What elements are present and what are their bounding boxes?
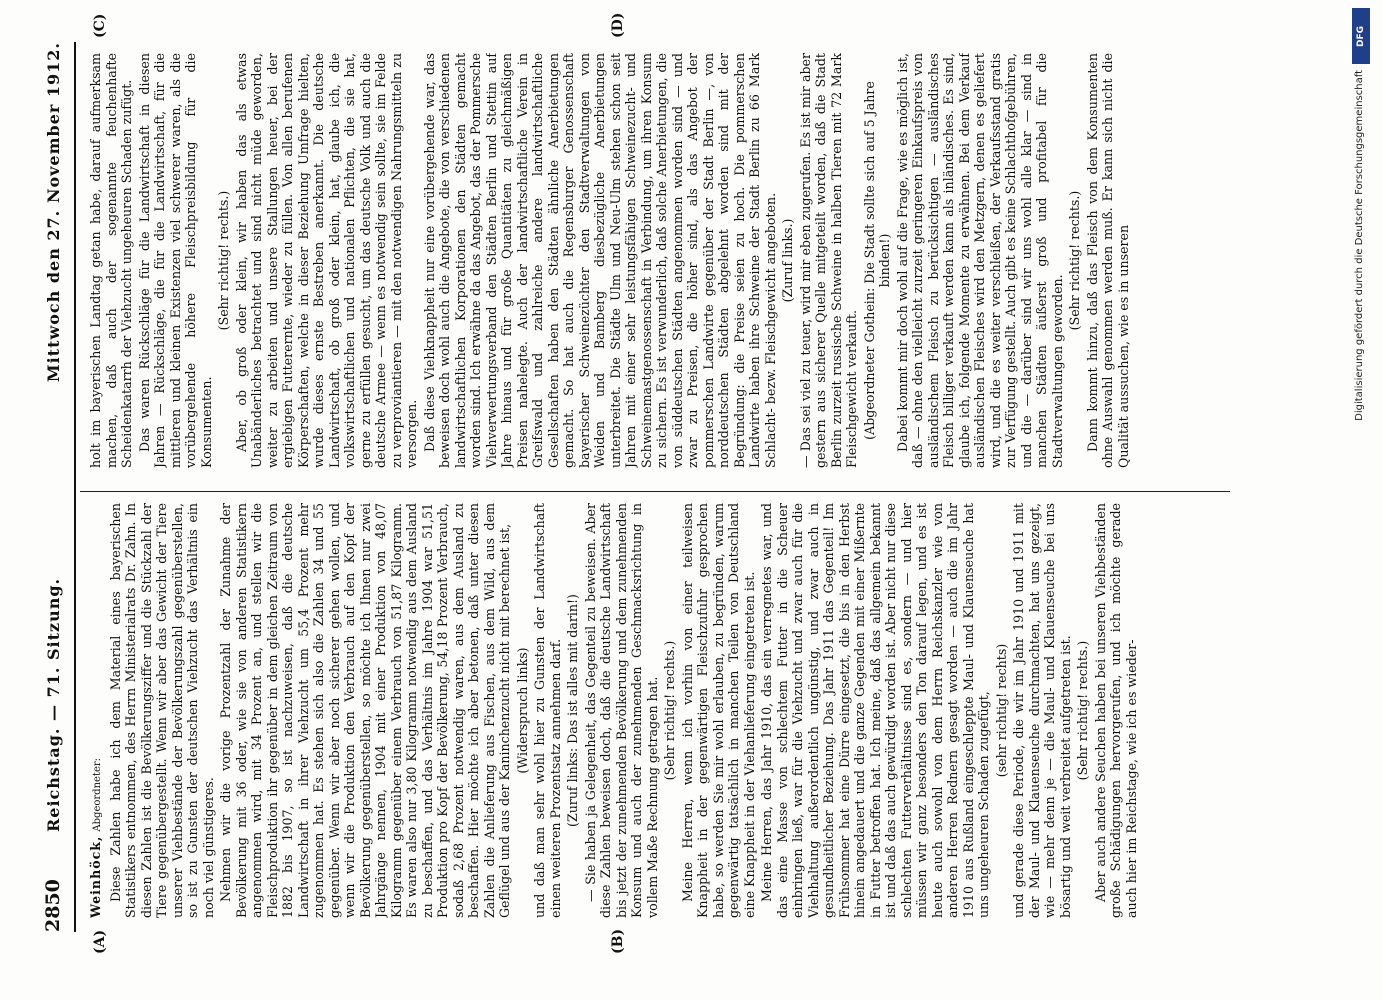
paragraph: Meine Herren, wenn ich vorhin von einer teilweisen Knappheit in der gegenwärtigen Fleischzufuhr gesprochen habe, so werden Sie mir wohl erlauben, zu begründen, warum gegenwärtig tatsächlich in manchen Teilen von Deutschland eine Knappheit in der Viehanlieferung eingetreten ist. xyxy=(679,503,757,918)
margin-marker-a: (A) xyxy=(92,929,108,954)
interjection: (Sehr richtig! rechts.) xyxy=(1075,640,1090,781)
interjection: (Widerspruch links) xyxy=(514,647,530,774)
speaker-line xyxy=(88,503,106,918)
paragraph: und gerade diese Periode, die wir im Jahr 1910 und 1911 mit der Maul- und Klauenseuche durchmachten, hat uns gezeigt, wie — mehr denn je — die Maul- und Klauenseuche bei uns bösartig und weit verbreitet aufgetreten ist. xyxy=(1011,503,1073,918)
interjection: (Sehr richtig! rechts.) xyxy=(662,640,677,781)
header-left-title: Reichstag. — 71. Sitzung. xyxy=(44,577,63,832)
digitization-credit xyxy=(1352,8,1370,988)
dfg-logo: DFG xyxy=(1352,8,1370,64)
paragraph: Das waren Rückschläge für die Landwirtschaft in diesen Jahren — Rückschläge, die für die Landwirtschaft, für die mittleren und kleinen Existenzen viel schwerer waren, als die vorübergehende höhere Fleischpreisbildung für die Konsumenten. xyxy=(136,53,214,468)
column-divider xyxy=(80,491,1230,492)
speaker-name: Weinhöck, xyxy=(88,835,103,918)
paragraph: Aber auch andere Seuchen haben bei unseren Viehbeständen große Schädigungen hervorgerufen, und ich möchte gerade auch hier im Reichstage, wie ich es wieder- xyxy=(1092,503,1139,918)
interjection: (Sehr richtig! rechts.) xyxy=(1067,190,1082,331)
paragraph: — Sie haben ja Gelegenheit, das Gegenteil zu beweisen. Aber diese Zahlen beweisen doch, daß die deutsche Landwirtschaft bis jetzt der zunehmenden Bevölkerung und dem zunehmenden Konsum und auch der zunehmenden Geschmacksrichtung in vollem Maße Rechnung getragen hat. xyxy=(582,503,660,918)
paragraph: Daß diese Viehknappheit nur eine vorübergehende war, das beweisen doch wohl auch die Angebote, die von verschiedenen landwirtschaftlichen Korporationen den Städten gemacht worden sind. Ich erwähne da das Angebot, das der Pommersche Viehverwertungsverband den Städten Berlin und Stettin auf Jahre hinaus und für große Quantitäten zu gleichmäßigen Preisen nahelegte. Auch der landwirtschaftliche Verein in Greifswald und zahlreiche andere landwirtschaftliche Gesellschaften haben den Städten ähnliche Anerbietungen gemacht. So hat auch die Regensburger Genossenschaft bayerischer Schweinezüchter den Stadtverwaltungen von Weiden und Bamberg diesbezügliche Anerbietungen unterbreitet. Die Städte Ulm und Neu-Ulm stehen schon seit Jahren mit einer sehr leistungsfähigen Schweinezucht- und Schweinemastgenossenschaft in Verbindung, um ihren Konsum zu sichern. Es ist verwunderlich, daß solche Anerbietungen, die von süddeutschen Städten angenommen worden sind — und zwar zu Preisen, die höher sind, als das Angebot der pommerschen Landwirte gegenüber der Stadt Berlin —, von norddeutschen Städten abgelehnt worden sind mit der Begründung: die Preise seien zu hoch. Die pommerschen Landwirte haben ihre Schweine der Stadt Berlin zu 66 Mark Schlacht- bezw. Fleischgewicht angeboten. xyxy=(421,53,778,468)
paragraph: Meine Herren, das Jahr 1910, das ein verregnetes war, und das eine Masse von schlechtem Futter in die Scheuer einbringen ließ, war für die Viehzucht und zwar auch für die Viehhaltung außerordentlich ungünstig, und zwar auch in gesundheitlicher Beziehung. Das Jahr 1911 das Gegenteil! Im Frühsommer hat eine Dürre eingesetzt, die bis in den Herbst hinein angedauert und die ganze Gegenden mit einer Mißernte in Futter betroffen hat. Ich meine, daß das allgemein bekannt ist und daß das auch gewürdigt worden ist. Aber nicht nur diese schlechten Futterverhältnisse sind es, sondern — und hier müssen wir ganz besonders den Ton darauf legen, und es ist heute auch sowohl von dem Herrn Reichskanzler wie von anderen Herren Rednern gesagt worden — auch die im Jahr 1910 aus Rußland eingeschleppte Maul- und Klauenseuche hat uns ungeheuren Schaden zugefügt, xyxy=(759,503,991,918)
paragraph: und daß man sehr wohl hier zu Gunsten der Landwirtschaft einen weiteren Prozentsatz annehmen darf. xyxy=(532,503,563,918)
interjection: (Sehr richtig! rechts.) xyxy=(216,190,231,331)
left-column xyxy=(88,503,1248,918)
speaker-role: Abgeordneter: xyxy=(92,757,103,832)
paragraph: Diese Zahlen habe ich dem Material eines bayerischen Statistikers entnommen, des Herrn Ministerialrats Dr. Zahn. In diesen Zahlen ist die Bevölkerungsziffer und die Stückzahl der Tiere gegenübergestellt. Wenn wir aber das Gewicht der Tiere unserer Viehbestände der Bevölkerungszahl gegenüberstellen, so ist zu Gunsten der deutschen Viehzucht das Verhältnis ein noch viel günstigeres. xyxy=(107,503,216,918)
page-number: 2850 xyxy=(42,879,64,932)
header-right-title: Mittwoch den 27. November 1912. xyxy=(44,42,63,383)
interjection: (Zuruf links.) xyxy=(780,218,795,303)
paragraph: — Das sei viel zu teuer, wird mir eben zugerufen. Es ist mir aber gestern aus sicherer Quelle mitgeteilt worden, daß die Stadt Berlin zurzeit russische Schweine in halben Tieren mit 72 Mark Fleischgewicht verkauft. xyxy=(797,53,859,468)
margin-marker-b: (B) xyxy=(610,928,626,954)
paragraph: Dann kommt hinzu, daß das Fleisch von dem Konsumenten ohne Auswahl genommen werden muß. Er kann sich nicht die Qualität aussuchen, wie es in unseren xyxy=(1084,53,1131,468)
interjection: (Zuruf links: Das ist alles mit darin!) xyxy=(565,594,580,827)
margin-marker-c: (C) xyxy=(92,13,108,38)
margin-marker-d: (D) xyxy=(610,12,626,38)
paragraph: holt im bayerischen Landtag getan habe, darauf aufmerksam machen, daß auch der sogenannte feuchenhafte Scheidenkatarrh der Viehzucht ungeheuren Schaden zufügt. xyxy=(88,53,134,468)
paragraph: Aber, ob groß oder klein, wir haben das als etwas Unabänderliches betrachtet und sind nicht müde geworden, weiter zu arbeiten und unsere Stallungen heuer, bei der ergiebigen Futterernte, wieder zu füllen. Von allen berufenen Körperschaften, welche in dieser Beziehung Umfrage hielten, wurde dieses ernste Bestreben anerkannt. Die deutsche Landwirtschaft, ob groß oder klein, hat, glaube ich, die volkswirtschaftlichen und nationalen Pflichten, die sie hat, gerne zu erfüllen gesucht, um das deutsche Volk und auch die deutsche Armee — wenn es notwendig sein sollte, sie im Felde zu verproviantieren — mit den notwendigen Nahrungsmitteln zu versorgen. xyxy=(233,53,419,468)
page-header xyxy=(40,42,76,932)
interjection: (sehr richtig! rechts) xyxy=(993,643,1009,778)
paragraph: Dabei kommt mir doch wohl auf die Frage, wie es möglich ist, daß — ohne den vielleicht zurzeit geringeren Einkaufspreis von ausländischem Fleisch zu berücksichtigen — ausländisches Fleisch billiger verkauft werden kann als inländisches. Es sind, glaube ich, folgende Momente zu erwähnen. Bei dem Verkauf ausländischen Fleisches wird den Metzgern, denen es geliefert wird, und die es weiter verschleißen, der Verkaufsstand gratis zur Verfügung gestellt. Auch gibt es keine Schlachthofgebühren, und die — darüber sind wir uns wohl alle klar — sind in manchen Städten äußerst groß und profitabel für die Stadtverwaltungen geworden. xyxy=(894,53,1065,468)
credit-text: Digitalisierung gefördert durch die Deutsche Forschungsgemeinschaft xyxy=(1354,70,1365,421)
right-column xyxy=(88,53,1248,468)
interjection: (Abgeordneter Gothein: Die Stadt sollte sich auf 5 Jahre binden!) xyxy=(861,81,892,440)
paragraph: Nehmen wir die vorige Prozentzahl der Zunahme der Bevölkerung mit 36 oder, wie sie von anderen Statistikern angenommen wird, mit 34 Prozent an, und stellen wir die Fleischproduktion ihr gegenüber in dem gleichen Zeitraum von 1882 bis 1907, so ist nachzuweisen, daß die deutsche Landwirtschaft in ihrer Viehzucht um 55,4 Prozent mehr zugenommen hat. Es stehen sich also die Zahlen 34 und 55 gegenüber. Wenn wir aber noch sicherer gehen wollen, und wenn wir die Produktion den Verbrauch auf den Kopf der Bevölkerung gegenüberstellen, so möchte ich Ihnen nur zwei Jahrgänge nennen, 1904 mit einer Produktion von 48,07 Kilogramm gegenüber einem Verbrauch von 51,87 Kilogramm. Es waren also nur 3,80 Kilogramm notwendig aus dem Ausland zu beschaffen, und das Verhältnis im Jahre 1904 war 51,51 Produktion pro Kopf der Bevölkerung, 54,18 Prozent Verbrauch, sodaß 2,68 Prozent notwendig waren, aus dem Ausland zu beschaffen. Hier möchte ich aber betonen, daß unter diesen Zahlen die Anlieferung aus Fischen, aus dem Wild, aus dem Geflügel und aus der Kaninchenzucht nicht mit berechnet ist, xyxy=(218,503,512,918)
